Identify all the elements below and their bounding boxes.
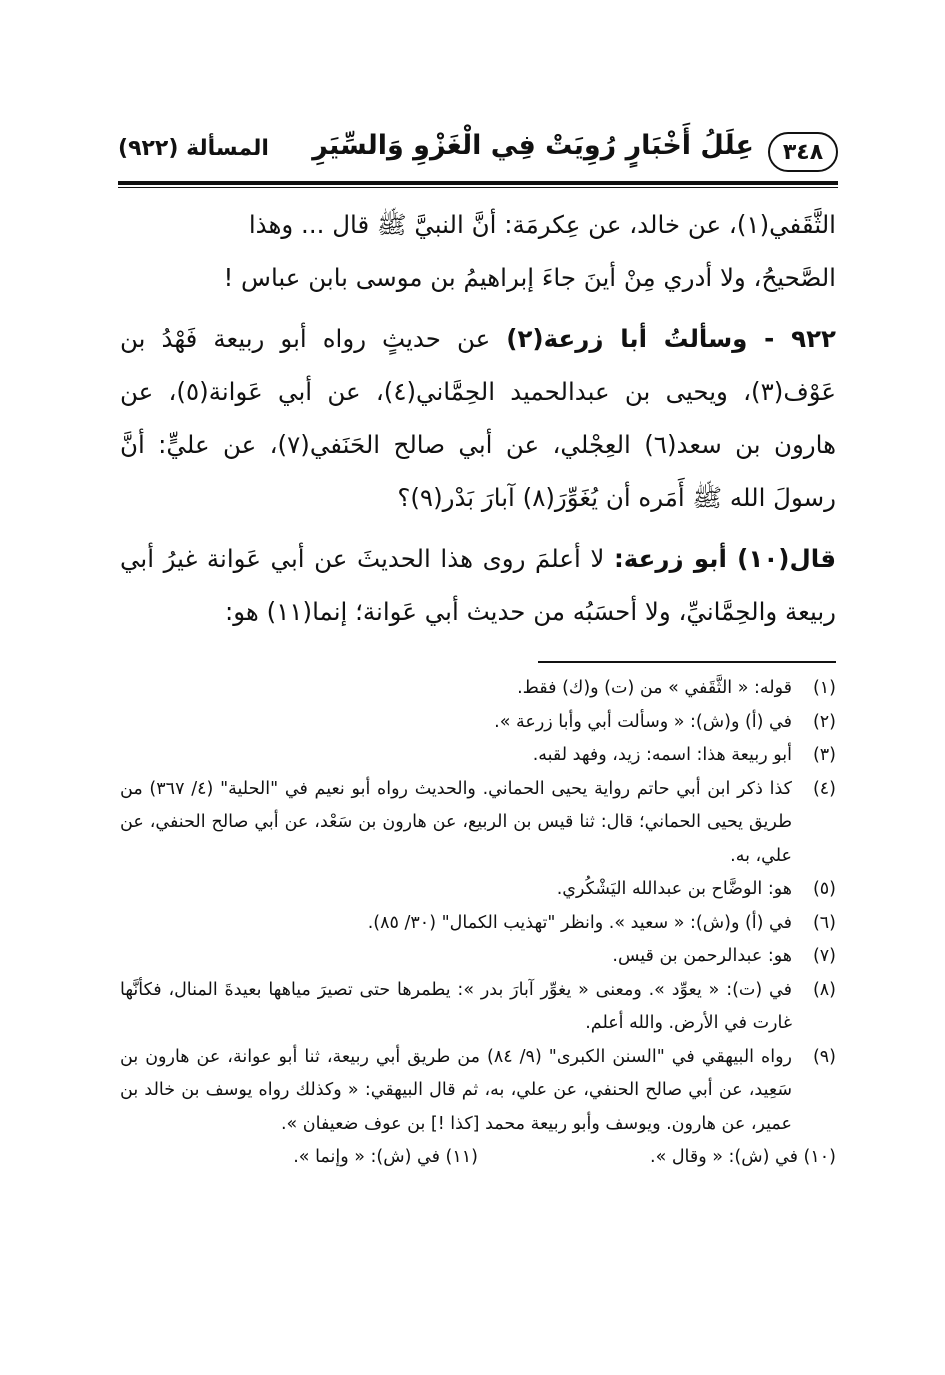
footnote: [120, 873, 836, 907]
footnotes: [120, 672, 836, 1175]
footnote-11: (١١) في (ش): « وإنما ».: [293, 1147, 478, 1167]
paragraph-line: الثَّقَفي(١)، عن خالد، عن عِكرمَة: أنَّ النبيَّ ﷺ قال ... وهذا: [248, 210, 836, 239]
footnote-text: في (أ) و(ش): « وسألت أبي وأبا زرعة ».: [494, 711, 792, 732]
footnote-text: أبو ربيعة هذا: اسمه: زيد، وفهد لقبه.: [532, 745, 792, 765]
issue-text: عن حديثٍ رواه أبو ربيعة فَهْدُ بن عَوْف(٣)، ويحيى بن عبدالحميد الحِمَّاني(٤)، عن أبي عَوانة(٥)، عن هارون بن سعد(٦) العِجْلي، عن أبي صالح الحَنَفي(٧)، عن عليٍّ: أنَّ رسولَ الله ﷺ أَمَره أن يُغَوِّرَ(٨) آبارَ بَدْر(٩)؟: [120, 324, 837, 512]
footnote-number: (١): [812, 678, 836, 698]
issue-label: المسألة (٩٢٢): [118, 136, 269, 161]
paragraph-line: الصَّحيحُ، ولا أدري مِنْ أينَ جاءَ إبراهيمُ بن موسى بابن عباس !: [223, 263, 836, 292]
footnote-10: (١٠) في (ش): « وقال ».: [650, 1147, 836, 1167]
footnote-text: هو: عبدالرحمن بن قيس.: [612, 946, 792, 966]
answer-text: لا أعلمَ روى هذا الحديثَ عن أبي عَوانة غيرُ أبي ربيعة والحِمَّانيِّ، ولا أحسَبُه من حديث أبي عَوانة؛ إنما(١١) هو:: [120, 544, 836, 626]
footnote: [120, 706, 836, 740]
footnote-text: في (أ) و(ش): « سعيد ». وانظر "تهذيب الكمال" (٣٠/ ٨٥).: [367, 912, 792, 933]
footnote: [120, 1041, 836, 1142]
paragraph-answer: [120, 532, 836, 638]
footnote-pair: [120, 1141, 836, 1175]
footnote-number: (٤): [812, 778, 836, 799]
footnote: [120, 739, 836, 773]
header-rule-thick: [118, 181, 838, 185]
page-number: ٣٤٨: [768, 132, 838, 172]
footnote-text: كذا ذكر ابن أبي حاتم رواية يحيى الحماني. والحديث رواه أبو نعيم في "الحلية" (٤/ ٣٦٧) من طريق يحيى الحماني؛ قال: ثنا قيس بن الربيع، عن هارون بن سَعْد، عن أبي صالح الحنفي، عن علي، به.: [120, 778, 792, 866]
footnote-number: (٦): [812, 912, 836, 933]
footnote: [120, 672, 836, 706]
footnote: [120, 773, 836, 874]
footnote-number: (٥): [812, 879, 836, 899]
issue-heading: ٩٢٢ - وسألتُ أبا زرعة(٢): [506, 324, 836, 353]
header-rule-thin: [118, 187, 838, 188]
answer-lead: قال(١٠) أبو زرعة:: [613, 544, 836, 573]
footnote-number: (٧): [812, 946, 836, 966]
footnote-number: (٣): [812, 745, 836, 765]
footnote: [120, 974, 836, 1041]
footnote-text: رواه البيهقي في "السنن الكبرى" (٩/ ٨٤) من طريق أبي ربيعة، ثنا أبو عوانة، عن هارون بن سَعِيد، عن أبي صالح الحنفي، عن علي، به، ثم قال البيهقي: « وكذلك رواه يوسف بن خالد بن عمير، عن هارون. ويوسف وأبو ربيعة محمد [كذا !] بن عوف ضعيفان ».: [120, 1046, 792, 1134]
footnote-text: هو: الوضَّاح بن عبدالله اليَشْكُري.: [556, 879, 792, 899]
book-title: عِلَلُ أَخْبَارٍ رُوِيَتْ فِي الْغَزْوِ وَالسِّيَرِ: [312, 130, 754, 161]
footnote-number: (٩): [812, 1046, 836, 1067]
footnote: [120, 907, 836, 941]
page-header: [118, 128, 838, 178]
footnote-number: (٢): [812, 711, 836, 732]
footnote: [120, 940, 836, 974]
footnote-text: قوله: « الثَّقَفي » من (ت) و(ك) فقط.: [517, 678, 792, 698]
footnote-number: (٨): [812, 979, 836, 1000]
paragraph-issue-922: [120, 312, 836, 524]
footnote-text: في (ت): « يعوِّد ». ومعنى « يغوِّر آبارَ بدر »: يطمرها حتى تصيرَ مياهها بعيدةَ المنال، فكأنَّها غارت في الأرض. والله أعلم.: [120, 979, 792, 1033]
main-text: [120, 198, 836, 638]
footnote-separator: [538, 661, 836, 663]
